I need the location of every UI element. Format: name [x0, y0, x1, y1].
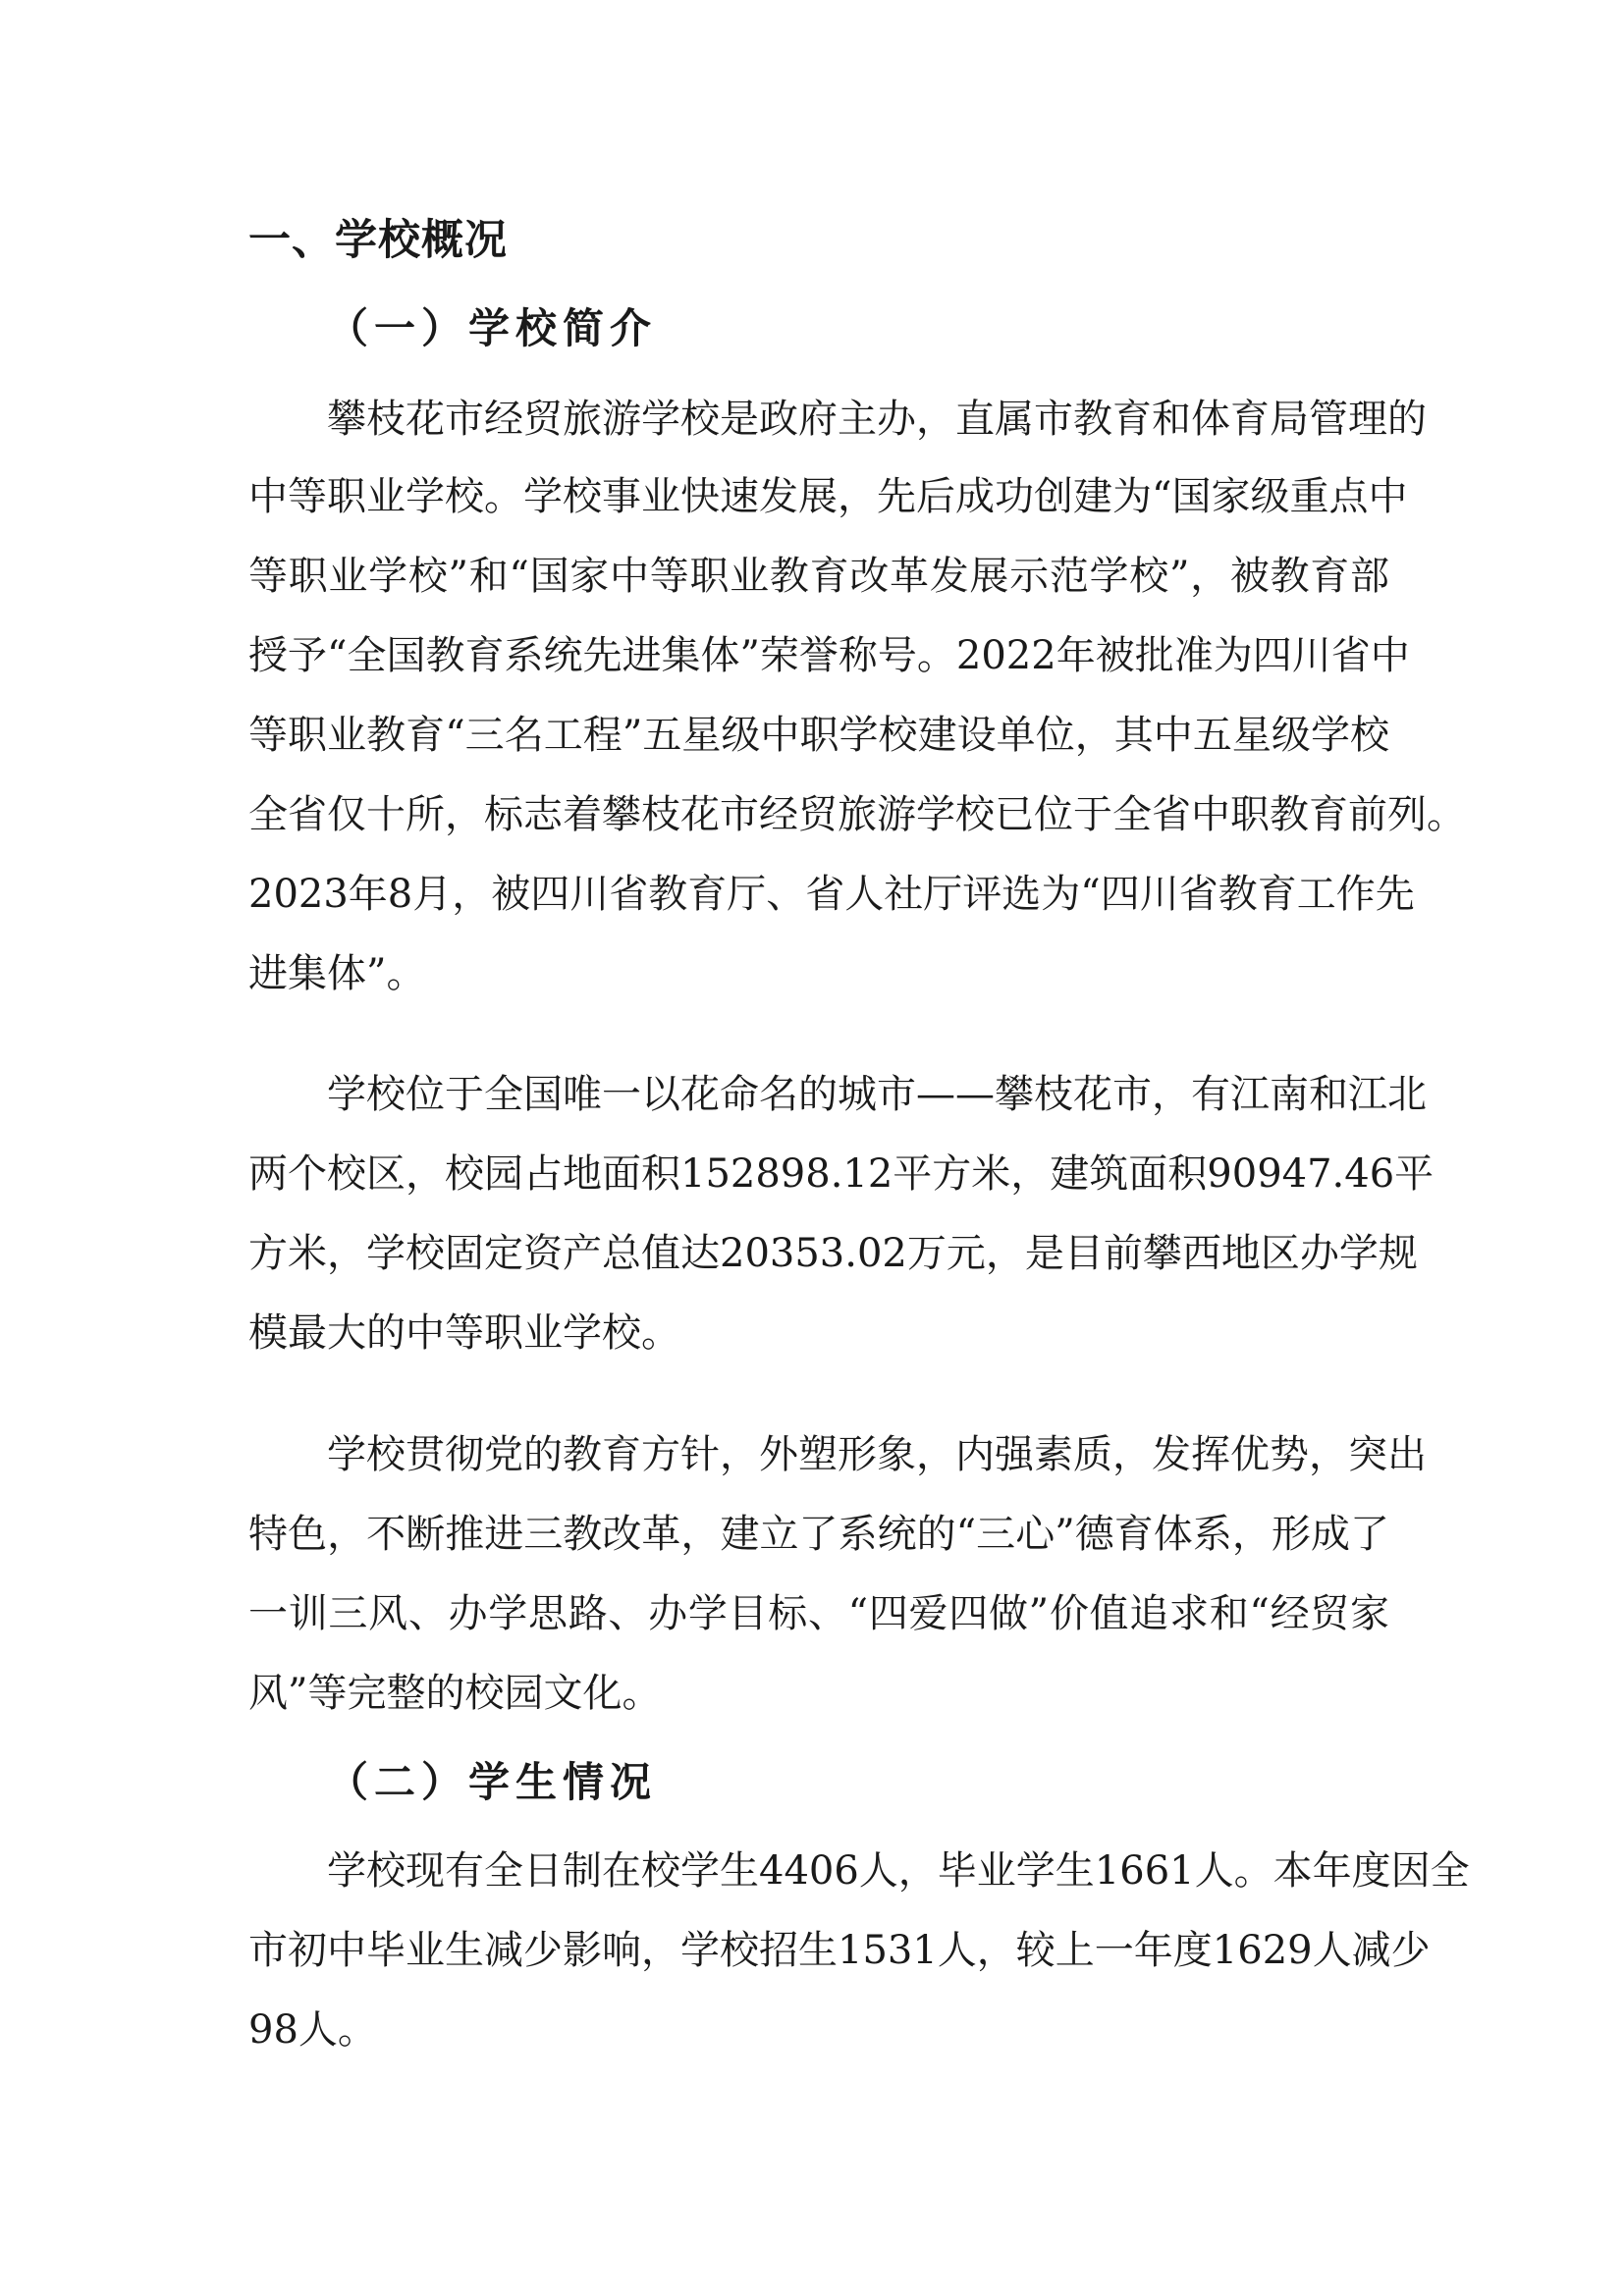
paragraph-line: 一训三风、办学思路、办学目标、“四爱四做”价值追求和“经贸家	[248, 1591, 1389, 1636]
paragraph-line: 学校位于全国唯一以花命名的城市——攀枝花市，有江南和江北	[327, 1072, 1427, 1117]
section-title: 一、学校概况	[248, 216, 508, 265]
paragraph-line: 等职业学校”和“国家中等职业教育改革发展示范学校”，被教育部	[248, 554, 1389, 599]
paragraph-line: 学校贯彻党的教育方针，外塑形象，内强素质，发挥优势，突出	[327, 1432, 1427, 1477]
paragraph-line: 模最大的中等职业学校。	[248, 1310, 680, 1356]
paragraph-line: 授予“全国教育系统先进集体”荣誉称号。2022年被批准为四川省中	[248, 633, 1410, 678]
paragraph-line: 98人。	[248, 2007, 377, 2053]
paragraph-line: 中等职业学校。学校事业快速发展，先后成功创建为“国家级重点中	[248, 474, 1408, 519]
paragraph-line: 市初中毕业生减少影响，学校招生1531人，较上一年度1629人减少	[248, 1928, 1431, 1973]
paragraph-line: 特色，不断推进三教改革，建立了系统的“三心”德育体系，形成了	[248, 1512, 1389, 1557]
paragraph-line: 风”等完整的校园文化。	[248, 1671, 662, 1716]
paragraph-line: 全省仅十所，标志着攀枝花市经贸旅游学校已位于全省中职教育前列。	[248, 792, 1466, 837]
paragraph-line: 等职业教育“三名工程”五星级中职学校建设单位，其中五星级学校	[248, 713, 1389, 758]
subsection-title-intro: （一）学校简介	[327, 304, 658, 352]
paragraph-line: 学校现有全日制在校学生4406人，毕业学生1661人。本年度因全	[327, 1848, 1470, 1894]
paragraph-line: 两个校区，校园占地面积152898.12平方米，建筑面积90947.46平	[248, 1151, 1435, 1197]
paragraph-line: 方米，学校固定资产总值达20353.02万元，是目前攀西地区办学规	[248, 1231, 1418, 1276]
subsection-title-students: （二）学生情况	[327, 1758, 658, 1806]
paragraph-line: 进集体”。	[248, 951, 426, 996]
paragraph-line: 2023年8月，被四川省教育厅、省人社厅评选为“四川省教育工作先	[248, 872, 1415, 917]
paragraph-line: 攀枝花市经贸旅游学校是政府主办，直属市教育和体育局管理的	[327, 397, 1427, 442]
